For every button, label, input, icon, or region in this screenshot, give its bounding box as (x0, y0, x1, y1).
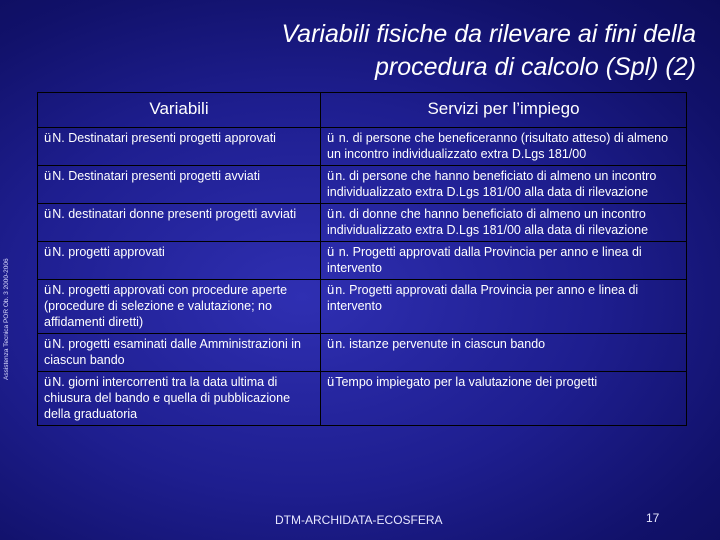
table-row (38, 242, 687, 280)
checkmark-bullet-icon: ü (44, 244, 52, 259)
variable-cell (38, 280, 321, 334)
cell-text: n. Progetti approvati dalla Provincia per anno e linea di intervento (327, 245, 642, 275)
page-number: 17 (646, 511, 660, 525)
variable-cell (38, 166, 321, 204)
checkmark-bullet-icon: ü (44, 336, 52, 351)
slide-title (136, 18, 696, 84)
checkmark-bullet-icon: ü (44, 168, 52, 183)
variable-cell (38, 204, 321, 242)
variable-cell (38, 242, 321, 280)
footer-text: DTM-ARCHIDATA-ECOSFERA (275, 513, 443, 527)
cell-text: N. giorni intercorrenti tra la data ultima di chiusura del bando e quella di pubblicazione della graduatoria (44, 375, 291, 421)
checkmark-bullet-icon: ü (327, 206, 335, 221)
service-cell (321, 372, 687, 426)
table-row (38, 204, 687, 242)
cell-text: N. Destinatari presenti progetti approvati (52, 131, 276, 145)
table-row (38, 334, 687, 372)
checkmark-bullet-icon: ü (44, 130, 52, 145)
checkmark-bullet-icon: ü (327, 336, 335, 351)
sidebar-vertical-text: Assistenza Tecnica POR Ob. 3 2000-2006 (3, 258, 10, 380)
table-row (38, 166, 687, 204)
header-servizi: Servizi per l’impiego (321, 93, 687, 128)
table-row (38, 128, 687, 166)
table-row (38, 280, 687, 334)
cell-text: Tempo impiegato per la valutazione dei progetti (335, 375, 598, 389)
service-cell (321, 128, 687, 166)
slide-title-line-2: procedura di calcolo (Spl) (2) (375, 53, 696, 81)
table-header-row (38, 93, 687, 128)
slide-title-line-1: Variabili fisiche da rilevare ai fini della (281, 20, 696, 48)
checkmark-bullet-icon: ü (327, 374, 335, 389)
variables-table (37, 92, 687, 426)
cell-text: n. istanze pervenute in ciascun bando (335, 337, 546, 351)
checkmark-bullet-icon: ü (44, 374, 52, 389)
checkmark-bullet-icon: ü (327, 130, 335, 145)
cell-text: N. destinatari donne presenti progetti avviati (52, 207, 297, 221)
cell-text: N. progetti approvati (52, 245, 165, 259)
checkmark-bullet-icon: ü (327, 282, 335, 297)
cell-text: N. progetti esaminati dalle Amministrazioni in ciascun bando (44, 337, 301, 367)
cell-text: n. Progetti approvati dalla Provincia per anno e linea di intervento (327, 283, 639, 313)
variable-cell (38, 372, 321, 426)
checkmark-bullet-icon: ü (327, 168, 335, 183)
cell-text: n. di persone che beneficeranno (risultato atteso) di almeno un incontro individualizzato extra D.Lgs 181/00 (327, 131, 669, 161)
service-cell (321, 204, 687, 242)
header-variabili: Variabili (38, 93, 321, 128)
service-cell (321, 242, 687, 280)
cell-text: N. Destinatari presenti progetti avviati (52, 169, 260, 183)
variable-cell (38, 334, 321, 372)
checkmark-bullet-icon: ü (327, 244, 335, 259)
service-cell (321, 166, 687, 204)
service-cell (321, 280, 687, 334)
checkmark-bullet-icon: ü (44, 282, 52, 297)
cell-text: n. di donne che hanno beneficiato di almeno un incontro individualizzato extra D.Lgs 181/00 alla data di rilevazione (327, 207, 649, 237)
variable-cell (38, 128, 321, 166)
checkmark-bullet-icon: ü (44, 206, 52, 221)
cell-text: n. di persone che hanno beneficiato di almeno un incontro individualizzato extra D.Lgs 181/00 alla data di rilevazione (327, 169, 657, 199)
service-cell (321, 334, 687, 372)
cell-text: N. progetti approvati con procedure aperte (procedure di selezione e valutazione; no affidamenti diretti) (44, 283, 288, 329)
table-row (38, 372, 687, 426)
